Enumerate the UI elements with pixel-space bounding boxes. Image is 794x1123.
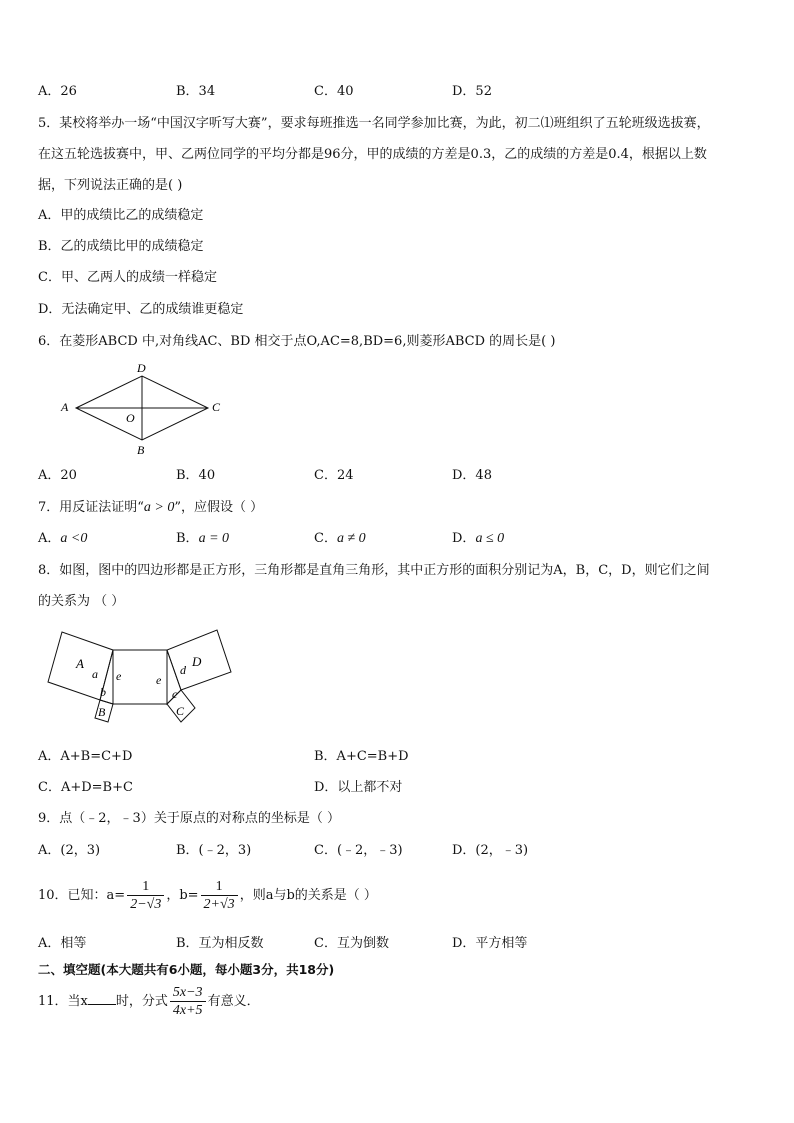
leg-label-d: d <box>180 663 186 677</box>
rhombus-label-o: O <box>126 411 135 425</box>
q8-option-a: A．A+B=C+D <box>38 749 133 764</box>
q7-option-a: A．a <0 <box>38 531 88 546</box>
rhombus-label-c: C <box>212 400 221 414</box>
q10-fraction-a: $\frac{1}{2-√3}$ <box>127 878 164 913</box>
q8-text-line1: 8．如图，图中的四边形都是正方形，三角形都是直角三角形，其中正方形的面积分别记为A，B，C，D，则它们之间 <box>38 563 710 578</box>
q10-option-b: B．互为相反数 <box>176 936 264 951</box>
q9-option-a: A．(2，3) <box>38 843 101 858</box>
q11-part2: 时，分式 <box>115 994 168 1009</box>
q4-option-c: C．40 <box>314 84 354 99</box>
q11-part3: 有意义． <box>207 994 260 1009</box>
hyp-label-e-right: e <box>156 673 162 687</box>
square-label-d: D <box>192 654 202 669</box>
q9-text: 9．点（﹣2，﹣3）关于原点的对称点的坐标是（ ） <box>38 811 340 826</box>
q5-text-line3: 据，下列说法正确的是( ) <box>38 178 183 193</box>
q11-part1: 11．当x <box>38 994 88 1009</box>
q5-option-a: A．甲的成绩比乙的成绩稳定 <box>38 208 204 223</box>
q7-text <box>38 498 263 518</box>
q10-fraction-b: $\frac{1}{2+√3}$ <box>201 878 238 913</box>
q10-option-d: D．平方相等 <box>452 936 528 951</box>
leg-label-a: a <box>92 667 98 681</box>
q9-option-d: D．(2，﹣3) <box>452 843 529 858</box>
q7-option-d: D．a ≤ 0 <box>452 531 505 546</box>
squares-figure <box>40 622 250 730</box>
q10-part2: ，b= <box>166 888 199 903</box>
q8-option-d: D．以上都不对 <box>314 780 403 795</box>
q11-text <box>38 982 260 1022</box>
q5-text-line2: 在这五轮选拔赛中，甲、乙两位同学的平均分都是96分，甲的成绩的方差是0.3，乙的成绩的方差是0.4，根据以上数 <box>38 147 707 162</box>
q6-option-b: B．40 <box>176 468 216 483</box>
hyp-label-e-left: e <box>116 669 122 683</box>
section-heading-fill-in: 二、填空题(本大题共有6小题，每小题3分，共18分) <box>38 962 335 977</box>
q10-part1: 10．已知：a= <box>38 888 126 903</box>
rhombus-label-a: A <box>61 400 69 414</box>
q7-prefix: 7．用反证法证明“ <box>38 500 144 515</box>
square-label-a: A <box>76 656 84 671</box>
q6-option-c: C．24 <box>314 468 354 483</box>
q7-option-b: B．a = 0 <box>176 531 230 546</box>
q6-text: 6．在菱形ABCD 中,对角线AC、BD 相交于点O,AC=8,BD=6,则菱形ABCD 的周长是( ) <box>38 334 556 349</box>
q5-text-line1: 5．某校将举办一场“中国汉字听写大赛”，要求每班推选一名同学参加比赛，为此，初二⑴班组织了五轮班级选拔赛， <box>38 116 710 131</box>
q9-option-c: C．(﹣2，﹣3) <box>314 843 403 858</box>
rhombus-label-b: B <box>137 443 145 457</box>
square-label-b: B <box>98 705 106 719</box>
rhombus-label-d: D <box>137 361 146 375</box>
leg-label-b: b <box>100 685 106 699</box>
square-label-c: C <box>176 704 185 718</box>
q11-answer-blank[interactable] <box>88 991 116 1005</box>
rhombus-figure <box>56 360 226 458</box>
q9-option-b: B．(﹣2，3) <box>176 843 252 858</box>
q4-option-a: A．26 <box>38 84 77 99</box>
q10-option-c: C．互为倒数 <box>314 936 389 951</box>
q4-option-d: D．52 <box>452 84 492 99</box>
leg-label-c: c <box>172 687 178 701</box>
q10-text <box>38 876 377 916</box>
q10-part3: ，则a与b的关系是（ ） <box>239 888 377 903</box>
q7-suffix: ”，应假设（ ） <box>174 500 264 515</box>
q8-option-b: B．A+C=B+D <box>314 749 409 764</box>
q4-option-b: B．34 <box>176 84 216 99</box>
q10-option-a: A．相等 <box>38 936 87 951</box>
q7-option-c: C．a ≠ 0 <box>314 531 366 546</box>
q11-fraction: $\frac{5x-3}{4x+5}$ <box>170 984 206 1019</box>
q5-option-b: B．乙的成绩比甲的成绩稳定 <box>38 239 204 254</box>
q7-expr: a > 0 <box>143 500 175 515</box>
q6-option-a: A．20 <box>38 468 77 483</box>
q5-option-d: D．无法确定甲、乙的成绩谁更稳定 <box>38 302 244 317</box>
q8-option-c: C．A+D=B+C <box>38 780 133 795</box>
q5-option-c: C．甲、乙两人的成绩一样稳定 <box>38 270 217 285</box>
q6-option-d: D．48 <box>452 468 492 483</box>
q8-text-line2: 的关系为 （ ） <box>38 594 125 609</box>
